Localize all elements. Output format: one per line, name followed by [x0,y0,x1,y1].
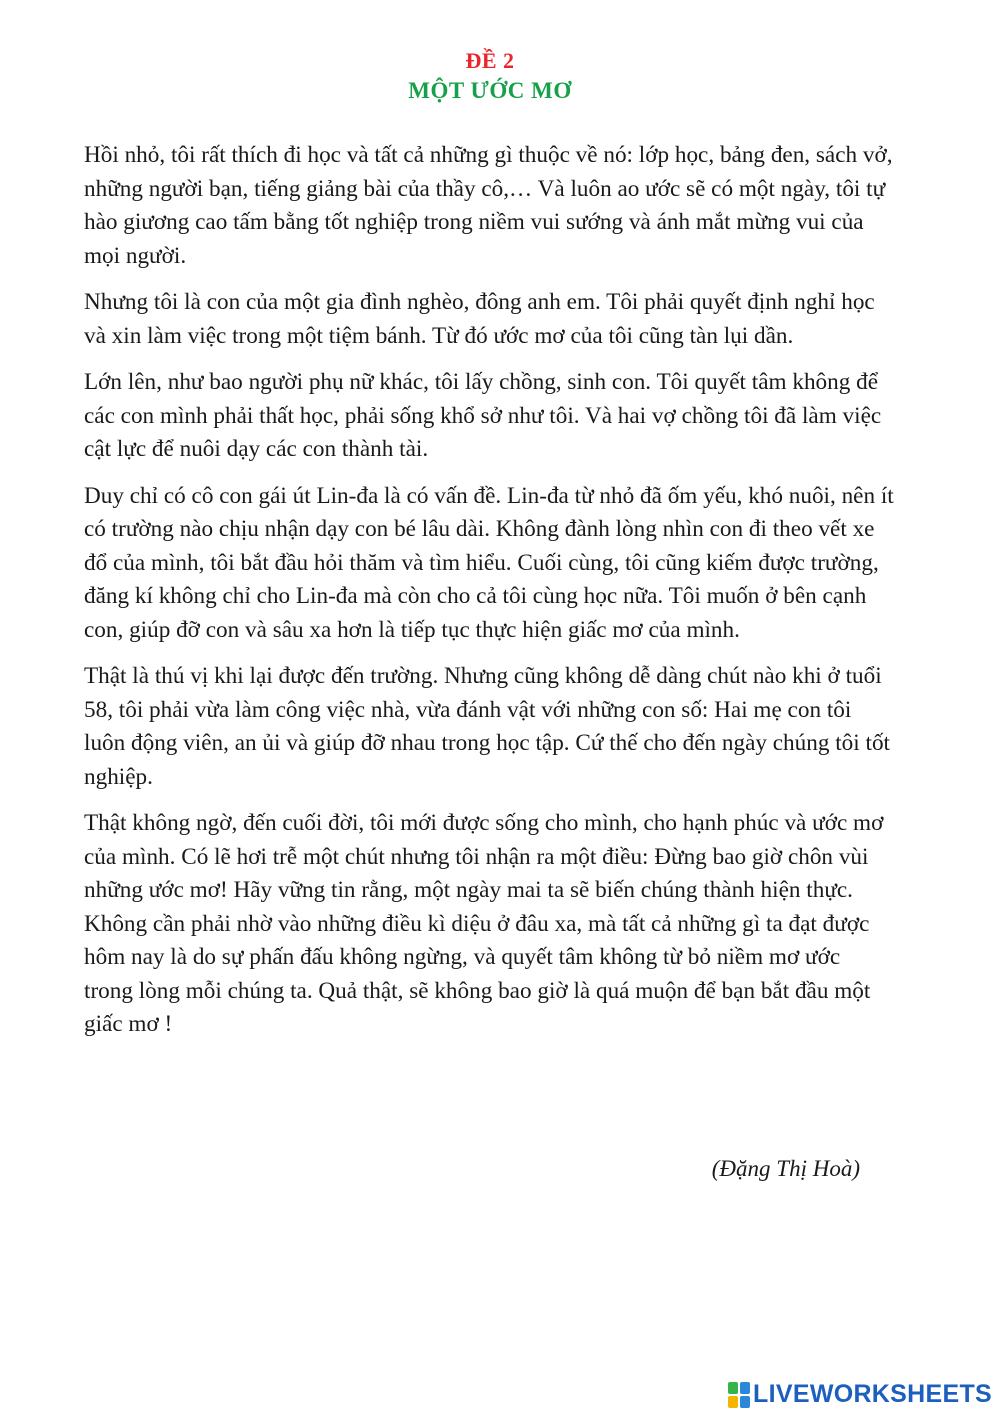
paragraph-6: Thật không ngờ, đến cuối đời, tôi mới được sống cho mình, cho hạnh phúc và ước mơ của mình. Có lẽ hơi trễ một chút nhưng tôi nhận ra một điều: Đừng bao giờ chôn vùi những ước mơ! Hãy vững tin rằng, một ngày mai ta sẽ biến chúng thành hiện thực. Không cần phải nhờ vào những điều kì diệu ở đâu xa, mà tất cả những gì ta đạt được hôm nay là do sự phấn đấu không ngừng, và quyết tâm không từ bỏ niềm mơ ước trong lòng mỗi chúng ta. Quả thật, sẽ không bao giờ là quá muộn để bạn bắt đầu một giấc mơ ! [84,810,884,1037]
liveworksheets-icon [728,1382,750,1408]
liveworksheets-logo [728,1380,992,1409]
document-title: MỘT ƯỚC MƠ [408,78,572,103]
document-header [0,46,980,106]
paragraph-4: Duy chỉ có cô con gái út Lin-đa là có vấn đề. Lin-đa từ nhỏ đã ốm yếu, khó nuôi, nên ít có trường nào chịu nhận dạy con bé lâu dài. Không đành lòng nhìn con đi theo vết xe đổ của mình, tôi bắt đầu hỏi thăm và tìm hiểu. Cuối cùng, tôi cũng kiếm được trường, đăng kí không chỉ cho Lin-đa mà còn cho cả tôi cùng học nữa. Tôi muốn ở bên cạnh con, giúp đỡ con và sâu xa hơn là tiếp tục thực hiện giấc mơ của mình. [84,482,894,643]
author-credit: (Đặng Thị Hoà) [711,1156,860,1181]
paragraph-3: Lớn lên, như bao người phụ nữ khác, tôi lấy chồng, sinh con. Tôi quyết tâm không để các con mình phải thất học, phải sống khổ sở như tôi. Và hai vợ chồng tôi đã làm việc cật lực để nuôi dạy các con thành tài. [84,369,882,462]
story-body [84,139,894,1055]
exam-number: ĐỀ 2 [465,48,515,73]
paragraph-1: Hồi nhỏ, tôi rất thích đi học và tất cả những gì thuộc về nó: lớp học, bảng đen, sách vở, những người bạn, tiếng giảng bài của thầy cô,… Và luôn ao ước sẽ có một ngày, tôi tự hào giương cao tấm bằng tốt nghiệp trong niềm vui sướng và ánh mắt mừng vui của mọi người. [84,142,893,269]
brand-name: LIVEWORKSHEETS [753,1380,992,1408]
paragraph-2: Nhưng tôi là con của một gia đình nghèo, đông anh em. Tôi phải quyết định nghỉ học và xin làm việc trong một tiệm bánh. Từ đó ước mơ của tôi cũng tàn lụi dần. [84,289,875,349]
paragraph-5: Thật là thú vị khi lại được đến trường. Nhưng cũng không dễ dàng chút nào khi ở tuổi 58, tôi phải vừa làm công việc nhà, vừa đánh vật với những con số: Hai mẹ con tôi luôn động viên, an ủi và giúp đỡ nhau trong học tập. Cứ thế cho đến ngày chúng tôi tốt nghiệp. [84,663,890,790]
